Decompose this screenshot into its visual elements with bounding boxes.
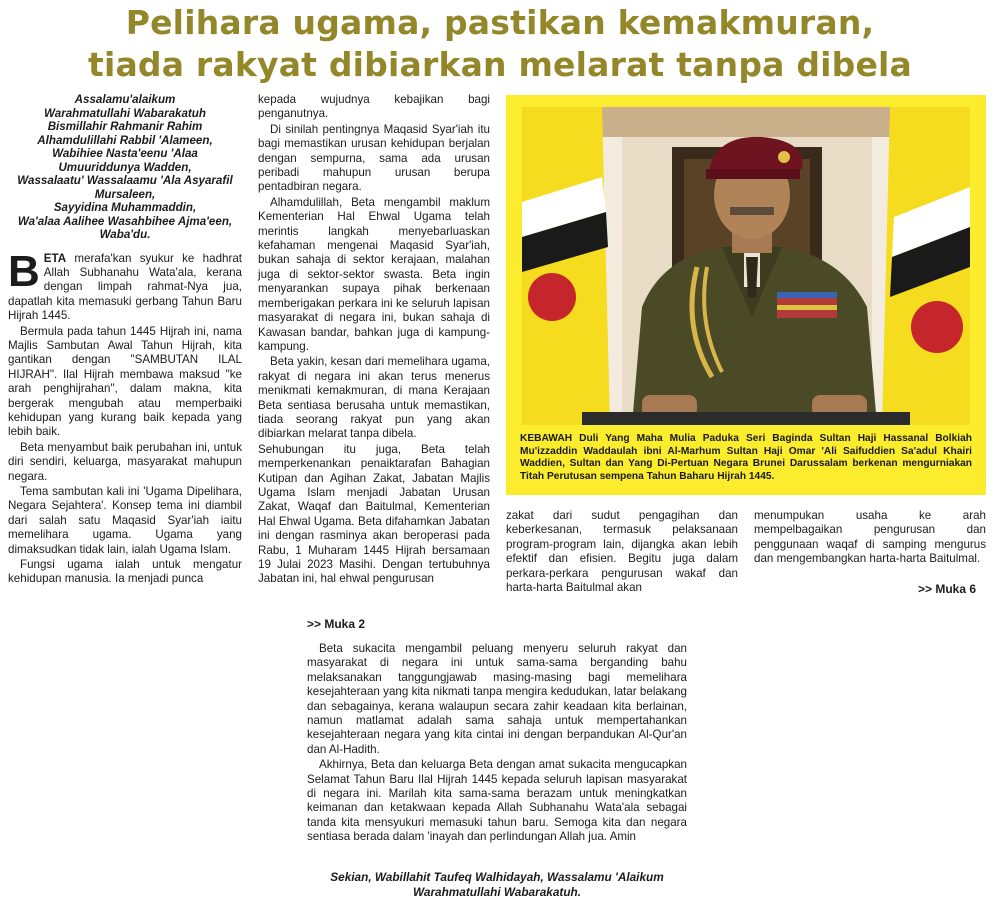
- sultan-portrait-image: [522, 107, 970, 425]
- salutation-line: Wabihiee Nasta'eenu 'Alaa: [52, 147, 198, 160]
- salutation-line: Wassalaatu' Wassalaamu 'Ala Asyarafil: [17, 174, 233, 187]
- salutation: [8, 93, 242, 242]
- paragraph: kepada wujudnya kebajikan bagi penganutnya.: [258, 93, 490, 121]
- paragraph: Sehubungan itu juga, Beta telah memperkenankan penaiktarafan Bahagian Kutipan dan Agihan Zakat, Jabatan Majlis Ugama Islam menjadi Jabatan Urusan Zakat, Waqaf dan Baitulmal, Kementerian Hal Ehwal Ugama. Beta difahamkan Jabatan ini dengan rasminya akan beroperasi pada Rabu, 1 Muharam 1445 Hijrah bersamaan 19 Julai 2023 Masihi. Dengan tertubuhnya Jabatan ini, hal ehwal pengurusan: [258, 442, 490, 586]
- paragraph: Di sinilah pentingnya Maqasid Syar'iah itu bagi memastikan urusan kehidupan berjalan dengan sempurna, sama ada urusan peribadi mahupun urusan berupa pentadbiran negara.: [258, 122, 490, 194]
- headline-line-2: tiada rakyat dibiarkan melarat tanpa dibela: [87, 45, 913, 84]
- headline: [0, 2, 1000, 86]
- photo-frame: [506, 95, 986, 495]
- salutation-line: Umuuriddunya Wadden,: [58, 160, 192, 174]
- paragraph: menumpukan usaha ke arah mempelbagaikan pengurusan dan penggunaan waqaf di samping mengurus dan mengembangkan harta-harta Baitulmal.: [754, 509, 986, 566]
- salutation-line: Assalamu'alaikum: [74, 93, 176, 106]
- column-3: [506, 509, 738, 596]
- paragraph: Beta yakin, kesan dari memelihara ugama, rakyat di negara ini akan terus menerus menikmati kemakmuran, di mana Kerajaan Beta sentiasa berusaha untuk memastikan, tiada seorang rakyat pun yang akan dibiarkan melarat tanpa dibela.: [258, 355, 490, 441]
- column-2: [258, 93, 490, 588]
- sultan-photo: [522, 107, 970, 425]
- column-1: [8, 93, 242, 588]
- salutation-line: Sayyidina Muhammaddin,: [53, 201, 197, 214]
- closing-salutation: [290, 870, 704, 900]
- salutation-line: Bismillahir Rahmanir Rahim: [47, 120, 203, 133]
- continuation-text: [307, 642, 687, 846]
- paragraph: Bermula pada tahun 1445 Hijrah ini, nama Majlis Sambutan Awal Tahun Hijrah, kita gantikan dengan "SAMBUTAN ILAL HIJRAH". Ilal Hijrah membawa maksud "ke arah penghijrahan", dalam makna, kita bergerak mengubah atau memperbaiki kehidupan yang kurang baik kepada yang lebih baik.: [8, 324, 242, 439]
- headline-line-1: Pelihara ugama, pastikan kemakmuran,: [125, 3, 875, 42]
- paragraph: Alhamdulillah, Beta mengambil maklum Kementerian Hal Ehwal Ugama telah merintis langkah menyebarluaskan kefahaman mengenai Maqasid Syar'iah, bukan sahaja di sektor kerajaan, malahan juga di sektor-sektor swasta. Beta ingin menyarankan supaya pihak berkenaan memberigakan perkara ini ke seluruh lapisan masyarakat di negara ini, bukan sahaja di Kawasan bandar, bahkan juga di kampung-kampung.: [258, 195, 490, 353]
- paragraph: Beta sukacita mengambil peluang menyeru seluruh rakyat dan masyarakat di negara ini untuk sama-sama berganding bahu melaksanakan tanggungjawab masing-masing bagi memelihara kesejahteraan yang kita nikmati tanpa mengira kedudukan, latar belakang dan sebagainya, kerana walaupun secara zahir keadaan kita berlainan, namun matlamat adalah sama sahaja untuk mempertahankan kesejahteraan negara yang kita cintai ini dengan berpandukan Al-Qur'an dan Al-Hadith.: [307, 642, 687, 756]
- column-4: [754, 509, 986, 568]
- closing-line: Warahmatullahi Wabarakatuh.: [412, 885, 582, 899]
- salutation-line: Alhamdulillahi Rabbil 'Alameen,: [37, 133, 213, 147]
- photo-caption: KEBAWAH Duli Yang Maha Mulia Paduka Seri Baginda Sultan Haji Hassanal Bolkiah Mu'izzaddin Waddaulah ibni Al-Marhum Sultan Haji Omar 'Ali Saifuddien Sa'adul Khairi Waddien, Sultan dan Yang Di-Pertuan Negara Brunei Darussalam berkenan mengurniakan Titah Perutusan sempena Tahun Baharu Hijrah 1445.: [520, 433, 972, 482]
- salutation-line: Waba'du.: [99, 228, 151, 241]
- salutation-line: Wa'alaa Aalihee Wasahbihee Ajma'een,: [17, 214, 233, 228]
- lead-paragraph: [8, 246, 242, 324]
- salutation-line: Warahmatullahi Wabarakatuh: [44, 106, 206, 120]
- continued-to-link[interactable]: >> Muka 6: [918, 582, 977, 596]
- paragraph: Tema sambutan kali ini 'Ugama Dipelihara, Negara Sejahtera'. Konsep tema ini diambil dari salah satu Maqasid Syar'iah iaitu memelihara ugama. Ugama yang dimaksudkan tidak lain, ialah Ugama Islam.: [8, 485, 242, 556]
- dropcap: B: [8, 246, 40, 296]
- lead-bold: ETA: [43, 251, 67, 265]
- salutation-line: Mursaleen,: [94, 187, 156, 201]
- paragraph: Fungsi ugama ialah untuk mengatur kehidupan manusia. Ia menjadi punca: [8, 558, 242, 586]
- continued-from-link[interactable]: >> Muka 2: [307, 617, 366, 631]
- paragraph: Beta menyambut baik perubahan ini, untuk diri sendiri, keluarga, masyarakat mahupun negara.: [8, 440, 242, 483]
- lead-text: merafa'kan syukur ke hadhrat Allah Subhanahu Wata'ala, kerana dengan limpah rahmat-Nya jua, dapatlah kita memasuki gerbang Tahun Baru Hijrah 1445.: [8, 251, 242, 323]
- paragraph: Akhirnya, Beta dan keluarga Beta dengan amat sukacita mengucapkan Selamat Tahun Baru Ilal Hijrah 1445 kepada seluruh lapisan masyarakat di negara ini. Marilah kita sama-sama berazam untuk meningkatkan keimanan dan ketakwaan kepada Allah Subhanahu Wata'ala sebagai tanda kita mensyukuri memasuki tahun baru. Semoga kita dan negara sentiasa berada dalam 'inayah dan perlindungan Allah jua. Amin: [307, 758, 687, 844]
- closing-line: Sekian, Wabillahit Taufeq Walhidayah, Wassalamu 'Alaikum: [330, 870, 664, 884]
- paragraph: zakat dari sudut pengagihan dan keberkesanan, termasuk pelaksanaan program-program lain, dijangka akan lebih efektif dan efisien. Begitu juga dalam perkara-perkara pengurusan wakaf dan harta-harta Baitulmal akan: [506, 509, 738, 595]
